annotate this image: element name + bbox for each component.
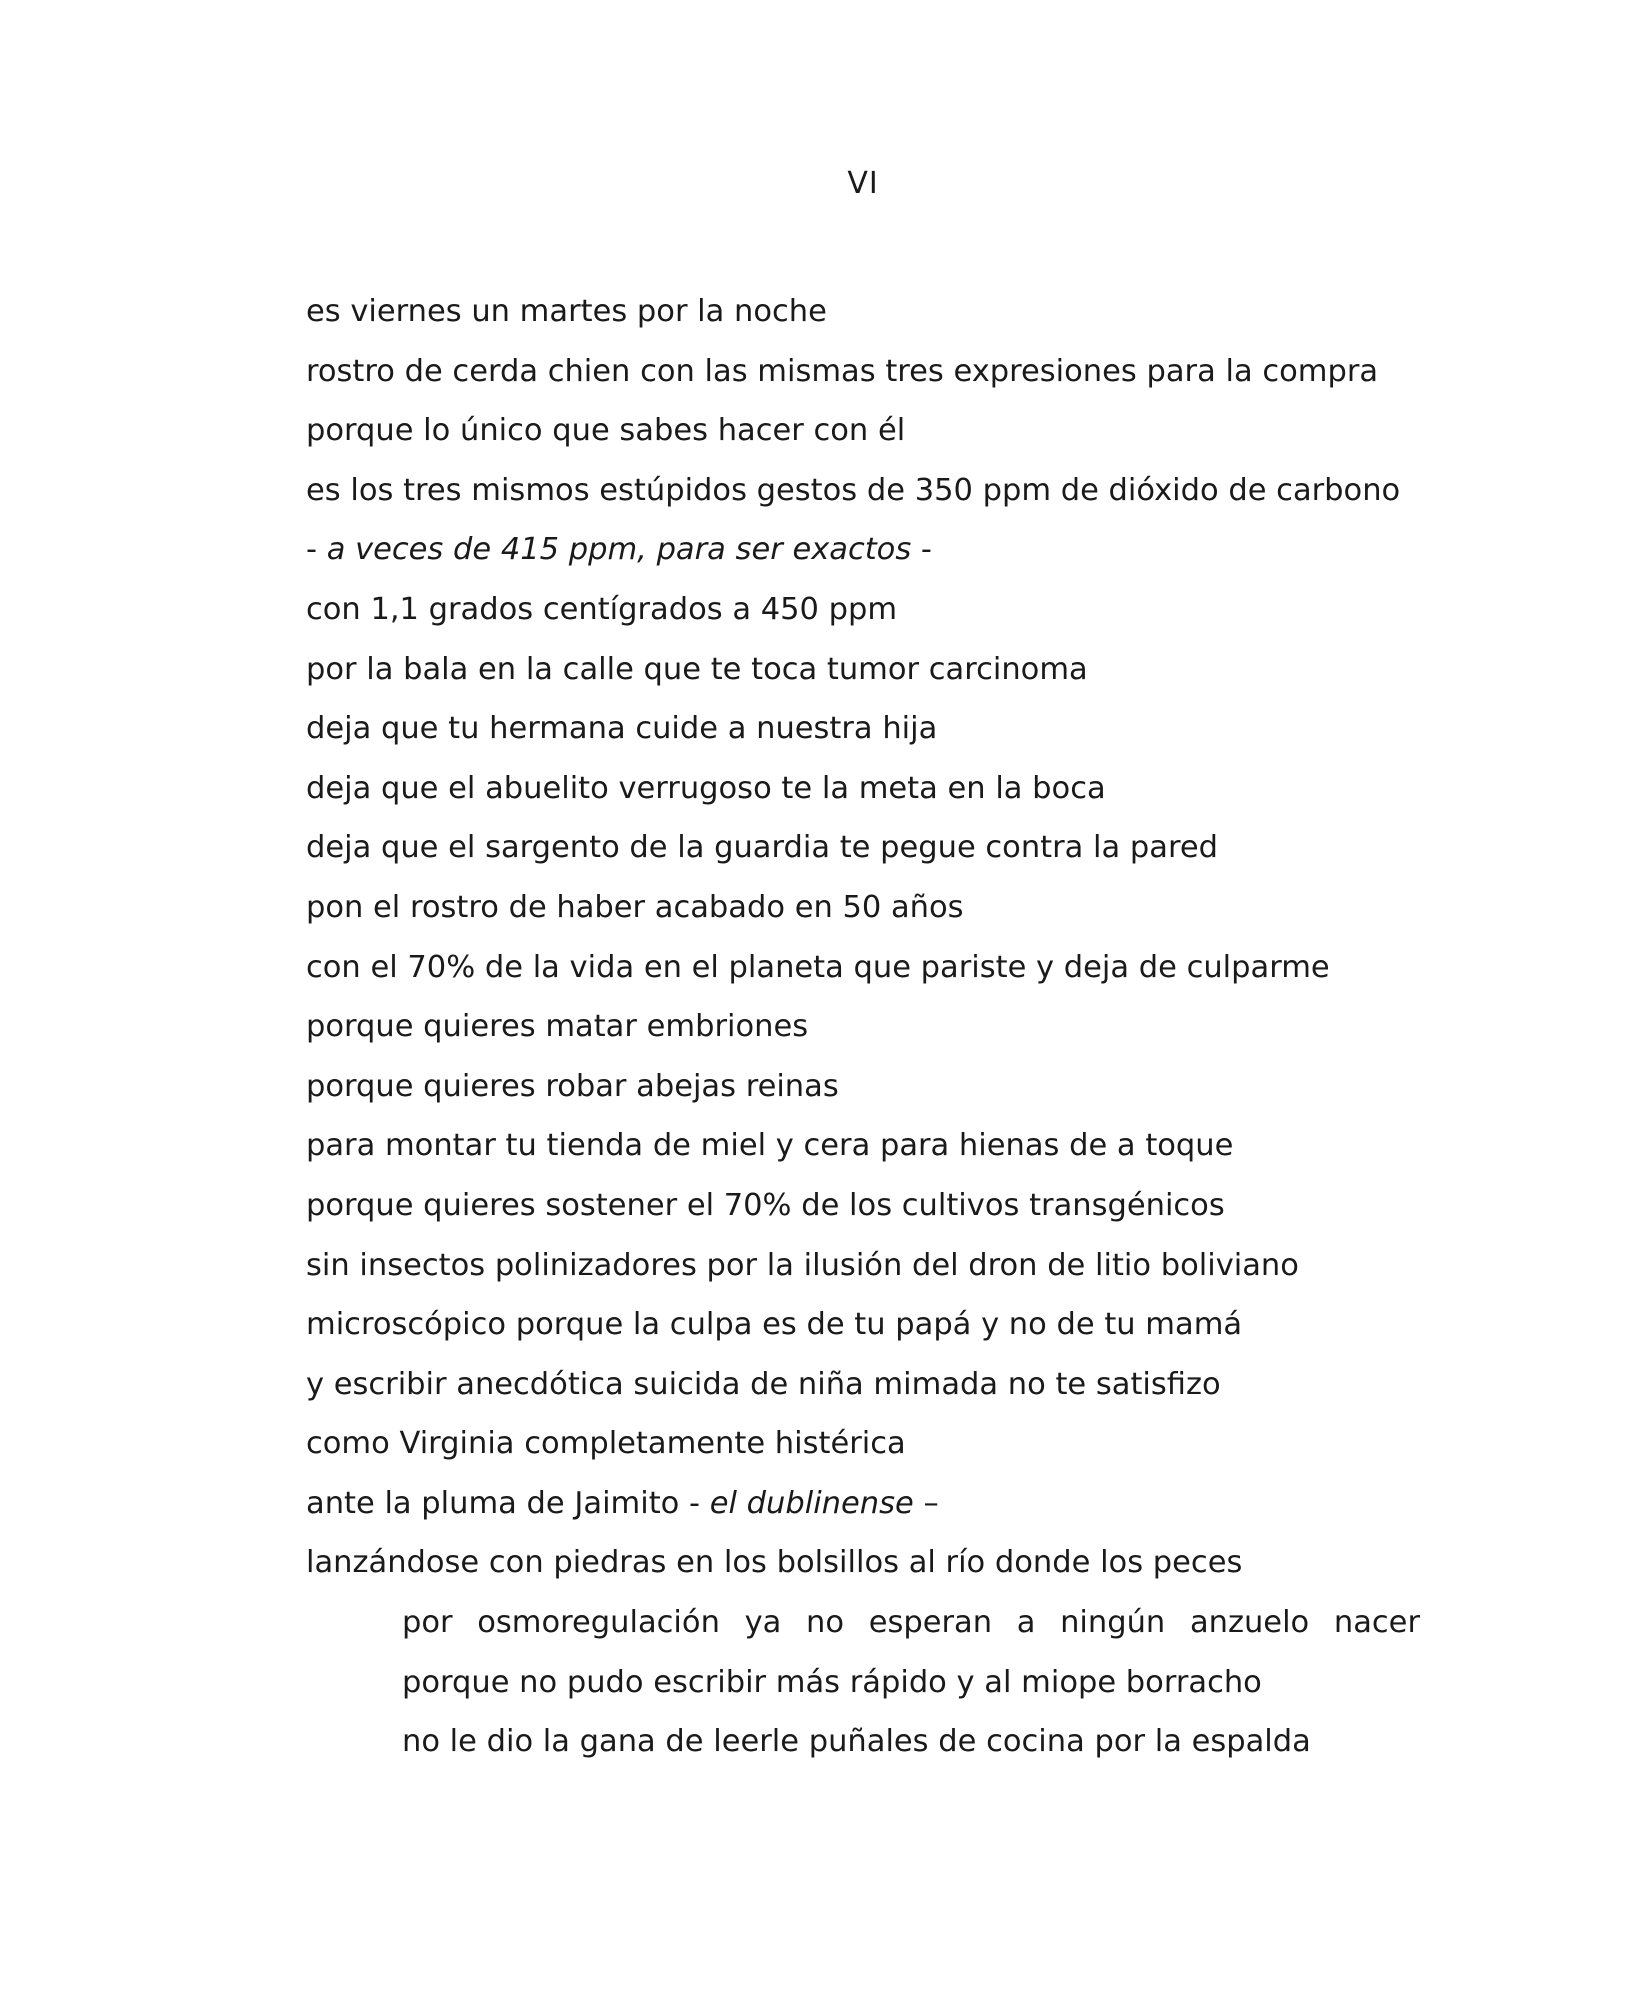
italic-phrase: a veces de 415 ppm, para ser exactos: [326, 532, 912, 568]
section-numeral: VI: [847, 166, 879, 201]
line-prefix: -: [306, 532, 327, 568]
poem-line: porque quieres robar abejas reinas: [306, 1068, 839, 1104]
poem-line: rostro de cerda chien con las mismas tres expresiones para la compra: [306, 353, 1379, 389]
poem-line-with-italic: [306, 520, 1426, 580]
poem-line: porque quieres matar embriones: [306, 1009, 809, 1045]
poem-line: sin insectos polinizadores por la ilusión del dron de litio boliviano: [306, 1247, 1299, 1283]
poem-line: deja que el sargento de la guardia te pegue contra la pared: [306, 830, 1218, 866]
poem-line: por la bala en la calle que te toca tumor carcinoma: [306, 651, 1088, 687]
poem-line-indented: por osmoregulación ya no esperan a ningún anzuelo nacer: [402, 1605, 1420, 1641]
poem-line: como Virginia completamente histérica: [306, 1426, 906, 1462]
poem-line: para montar tu tienda de miel y cera para hienas de a toque: [306, 1128, 1234, 1164]
poem-line: deja que el abuelito verrugoso te la meta en la boca: [306, 770, 1106, 806]
line-suffix: –: [913, 1485, 939, 1521]
poem-line: porque quieres sostener el 70% de los cultivos transgénicos: [306, 1187, 1225, 1223]
poem-line: microscópico porque la culpa es de tu papá y no de tu mamá: [306, 1307, 1243, 1343]
poem-line: es los tres mismos estúpidos gestos de 350 ppm de dióxido de carbono: [306, 472, 1401, 508]
line-suffix: -: [911, 532, 932, 568]
poem-line: con el 70% de la vida en el planeta que pariste y deja de culparme: [306, 949, 1330, 985]
poem-line: lanzándose con piedras en los bolsillos al río donde los peces: [306, 1545, 1243, 1581]
poem-line: porque lo único que sabes hacer con él: [306, 413, 906, 449]
poem-line-indented: no le dio la gana de leerle puñales de cocina por la espalda: [402, 1724, 1311, 1760]
line-prefix: ante la pluma de Jaimito -: [306, 1485, 710, 1521]
italic-phrase: el dublinense: [709, 1485, 914, 1521]
poem-line: pon el rostro de haber acabado en 50 años: [306, 889, 964, 925]
poem-line: y escribir anecdótica suicida de niña mimada no te satisfizo: [306, 1366, 1221, 1402]
poem-line: con 1,1 grados centígrados a 450 ppm: [306, 591, 898, 627]
poem-line-with-italic: [306, 1474, 1426, 1534]
poem-line: deja que tu hermana cuide a nuestra hija: [306, 711, 938, 747]
poem-line: es viernes un martes por la noche: [306, 294, 827, 329]
poem-line-indented: porque no pudo escribir más rápido y al miope borracho: [402, 1664, 1262, 1700]
poem-body: [306, 282, 1426, 1772]
